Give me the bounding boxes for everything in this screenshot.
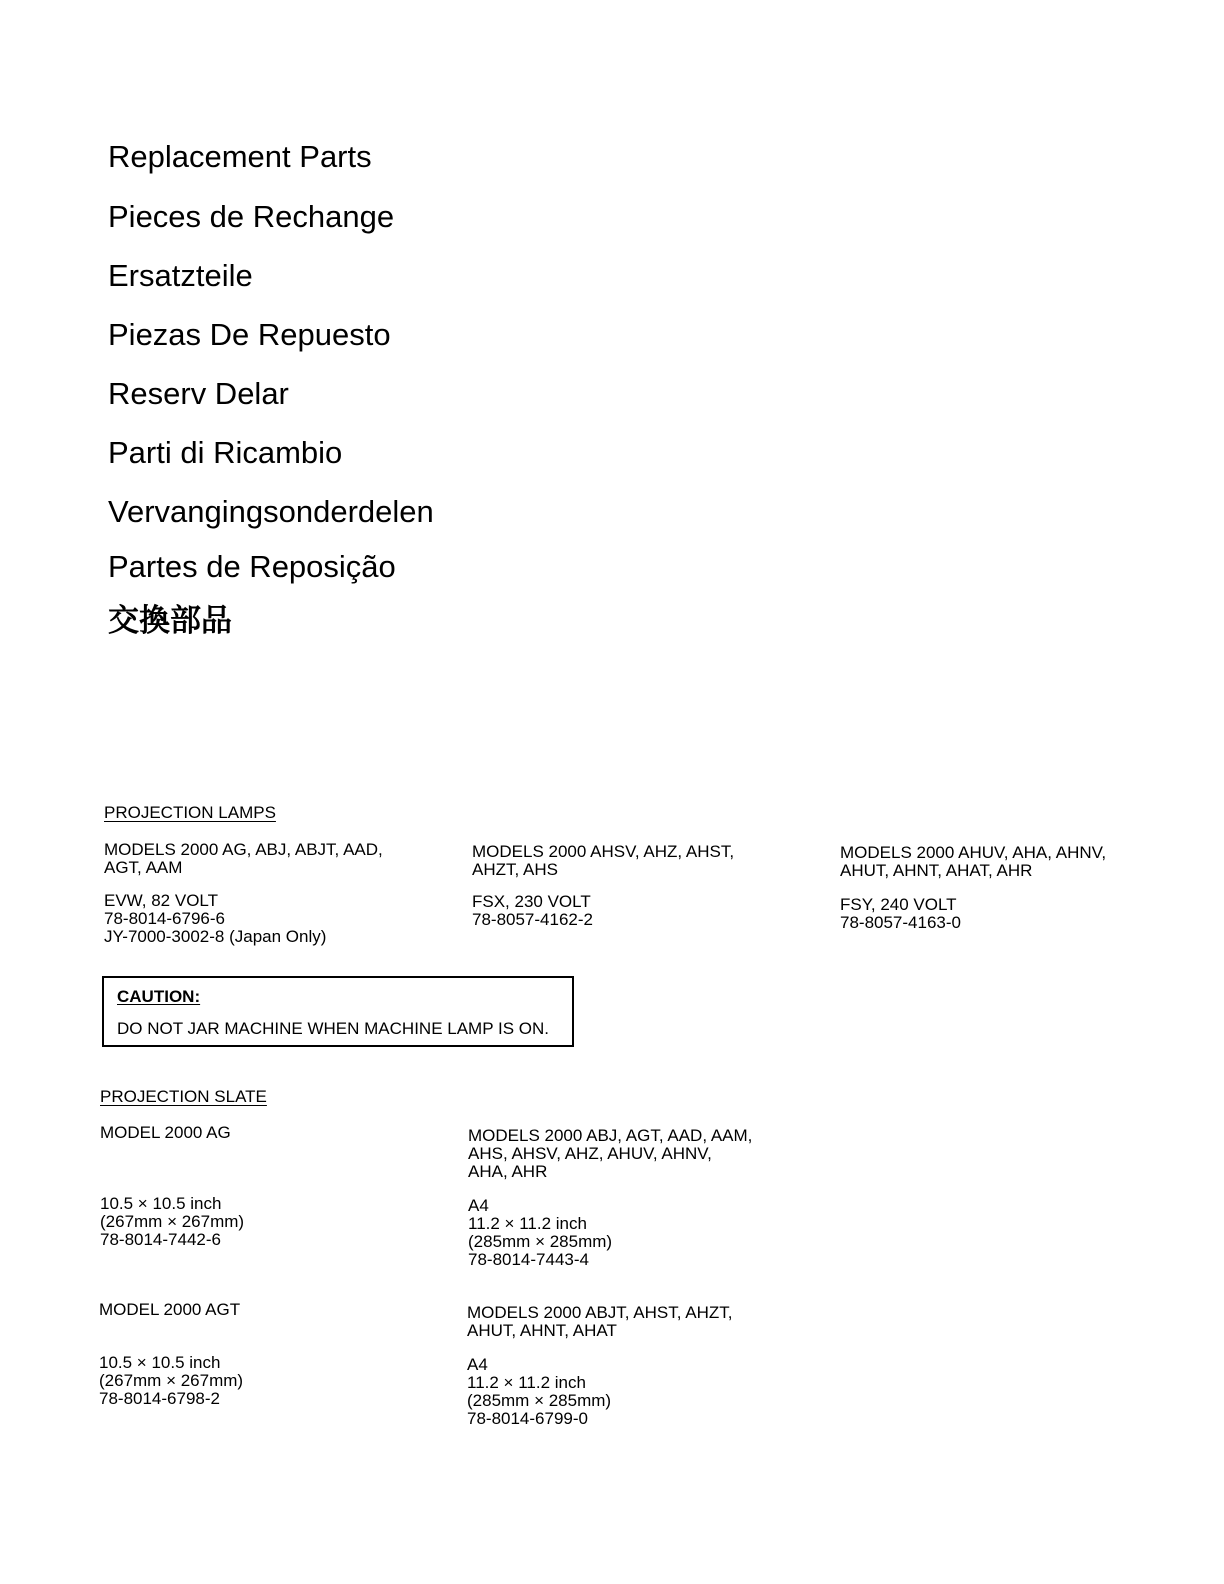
slate-2-models-line: MODELS 2000 ABJ, AGT, AAD, AAM, bbox=[468, 1126, 753, 1145]
lamp-3-part-number: 78-8057-4163-0 bbox=[840, 913, 961, 932]
lamp-3-models bbox=[840, 844, 1106, 880]
lamp-2-part bbox=[472, 893, 593, 929]
slate-1-part bbox=[100, 1195, 244, 1249]
lamp-1-models-line: MODELS 2000 AG, ABJ, ABJT, AAD, bbox=[104, 840, 383, 859]
lamp-3-part-type: FSY, 240 VOLT bbox=[840, 895, 957, 914]
slate-2-size-mm: (285mm × 285mm) bbox=[468, 1232, 613, 1251]
title-dutch: Vervangingsonderdelen bbox=[108, 494, 434, 529]
lamp-1-part-type: EVW, 82 VOLT bbox=[104, 891, 219, 910]
lamp-2-models-line: AHZT, AHS bbox=[472, 860, 558, 879]
title-english: Replacement Parts bbox=[108, 139, 372, 174]
caution-box bbox=[102, 976, 574, 1047]
title-portuguese: Partes de Reposição bbox=[108, 549, 396, 584]
slate-4-part bbox=[467, 1356, 611, 1428]
slate-2-models-line: AHS, AHSV, AHZ, AHUV, AHNV, bbox=[468, 1144, 712, 1163]
lamp-1-models bbox=[104, 841, 383, 877]
slate-3-size-inch: 10.5 × 10.5 inch bbox=[99, 1353, 221, 1372]
lamp-1-part bbox=[104, 892, 326, 946]
slate-4-models-line: MODELS 2000 ABJT, AHST, AHZT, bbox=[467, 1303, 733, 1322]
lamp-2-part-number: 78-8057-4162-2 bbox=[472, 910, 593, 929]
slate-2-models-line: AHA, AHR bbox=[468, 1162, 548, 1181]
title-swedish: Reserv Delar bbox=[108, 376, 289, 411]
projection-lamps-heading: PROJECTION LAMPS bbox=[104, 803, 276, 822]
title-japanese: 交換部品 bbox=[108, 603, 232, 638]
slate-4-paper-size: A4 bbox=[467, 1355, 488, 1374]
lamp-3-models-line: AHUT, AHNT, AHAT, AHR bbox=[840, 861, 1033, 880]
slate-4-part-number: 78-8014-6799-0 bbox=[467, 1409, 588, 1428]
slate-3-part bbox=[99, 1354, 243, 1408]
title-italian: Parti di Ricambio bbox=[108, 435, 343, 470]
lamp-1-part-number-japan: JY-7000-3002-8 (Japan Only) bbox=[104, 927, 327, 946]
slate-1-part-number: 78-8014-7442-6 bbox=[100, 1230, 221, 1249]
slate-1-size-inch: 10.5 × 10.5 inch bbox=[100, 1194, 222, 1213]
title-german: Ersatzteile bbox=[108, 258, 253, 293]
lamp-2-part-type: FSX, 230 VOLT bbox=[472, 892, 591, 911]
slate-3-models-line: MODEL 2000 AGT bbox=[99, 1300, 241, 1319]
lamp-3-part bbox=[840, 896, 961, 932]
slate-4-size-mm: (285mm × 285mm) bbox=[467, 1391, 612, 1410]
caution-text: DO NOT JAR MACHINE WHEN MACHINE LAMP IS ON. bbox=[117, 1019, 549, 1038]
slate-3-part-number: 78-8014-6798-2 bbox=[99, 1389, 220, 1408]
slate-2-paper-size: A4 bbox=[468, 1196, 489, 1215]
caution-label: CAUTION: bbox=[117, 987, 201, 1006]
lamp-3-models-line: MODELS 2000 AHUV, AHA, AHNV, bbox=[840, 843, 1107, 862]
lamp-2-models bbox=[472, 843, 734, 879]
slate-4-models bbox=[467, 1304, 733, 1340]
slate-3-models bbox=[99, 1301, 240, 1319]
slate-3-size-mm: (267mm × 267mm) bbox=[99, 1371, 244, 1390]
slate-2-part-number: 78-8014-7443-4 bbox=[468, 1250, 589, 1269]
slate-1-size-mm: (267mm × 267mm) bbox=[100, 1212, 245, 1231]
slate-1-models bbox=[100, 1124, 231, 1142]
title-french: Pieces de Rechange bbox=[108, 199, 395, 234]
lamp-1-models-line: AGT, AAM bbox=[104, 858, 183, 877]
slate-1-models-line: MODEL 2000 AG bbox=[100, 1123, 231, 1142]
slate-4-size-inch: 11.2 × 11.2 inch bbox=[467, 1373, 586, 1392]
lamp-2-models-line: MODELS 2000 AHSV, AHZ, AHST, bbox=[472, 842, 735, 861]
projection-slate-heading: PROJECTION SLATE bbox=[100, 1087, 267, 1106]
slate-2-models bbox=[468, 1127, 752, 1181]
slate-2-size-inch: 11.2 × 11.2 inch bbox=[468, 1214, 587, 1233]
lamp-1-part-number: 78-8014-6796-6 bbox=[104, 909, 225, 928]
slate-2-part bbox=[468, 1197, 612, 1269]
slate-4-models-line: AHUT, AHNT, AHAT bbox=[467, 1321, 617, 1340]
title-spanish: Piezas De Repuesto bbox=[108, 317, 391, 352]
